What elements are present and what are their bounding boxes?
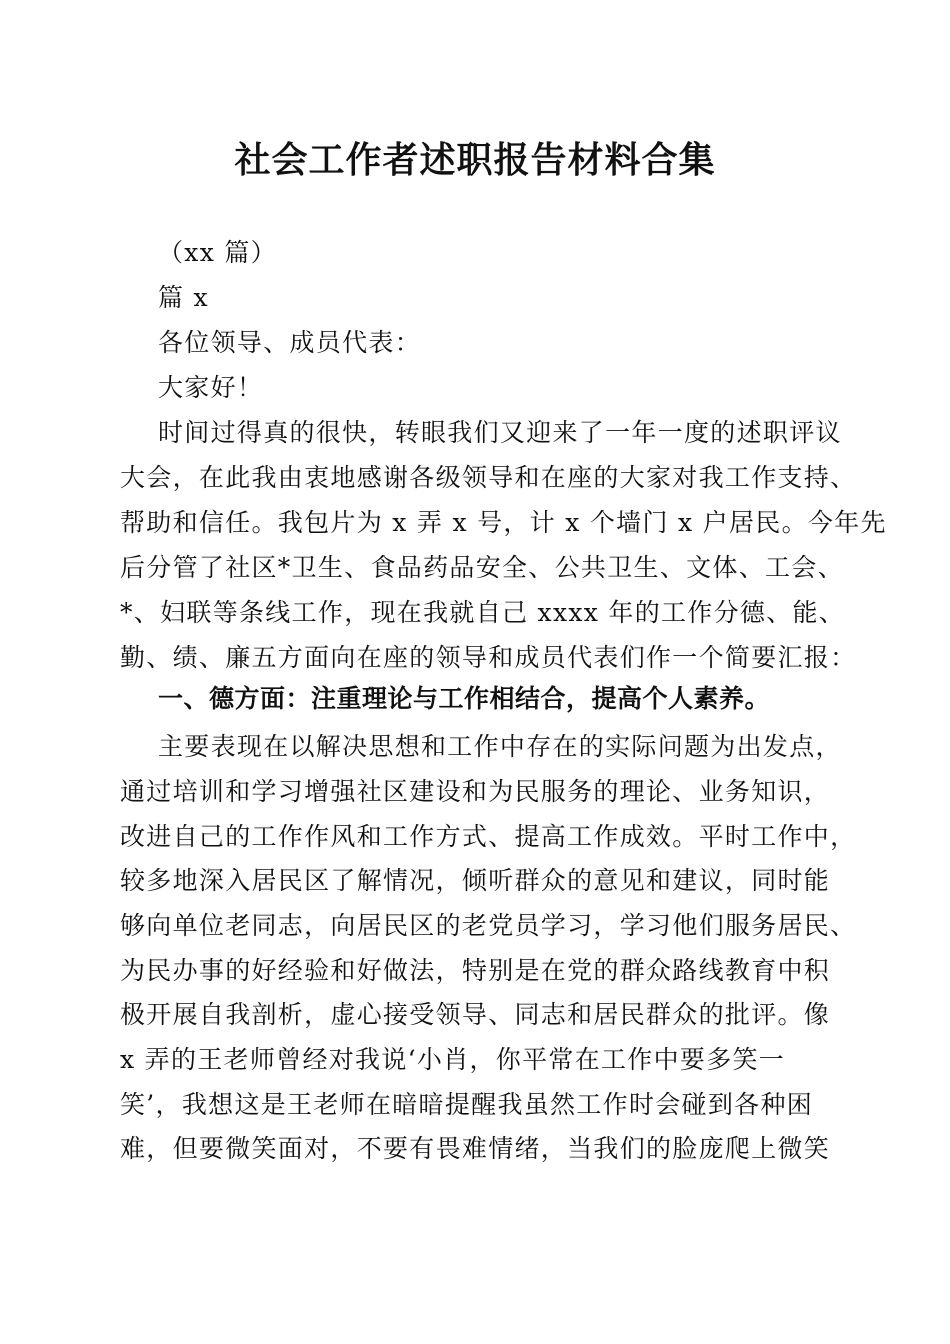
- paragraph-2-line: 通过培训和学习增强社区建设和为民服务的理论、业务知识，: [120, 777, 831, 806]
- document-title: 社会工作者述职报告材料合集: [234, 139, 716, 181]
- paragraph-1-line: 大会，在此我由衷地感谢各级领导和在座的大家对我工作支持、: [120, 463, 857, 492]
- paragraph-2-line: 难，但要微笑面对，不要有畏难情绪，当我们的脸庞爬上微笑: [120, 1134, 831, 1163]
- paragraph-1-line: *、妇联等条线工作，现在我就自己 xxxx 年的工作分德、能、: [120, 598, 846, 627]
- section-1-heading: 一、德方面：注重理论与工作相结合，提高个人素养。: [158, 684, 771, 713]
- paragraph-2-line: 够向单位老同志，向居民区的老党员学习，学习他们服务居民、: [120, 911, 857, 940]
- greeting: 大家好！: [158, 373, 264, 402]
- article-label: 篇 x: [158, 283, 209, 312]
- salutation: 各位领导、成员代表：: [158, 328, 422, 357]
- count-note: （xx 篇）: [158, 238, 277, 267]
- paragraph-1-line: 时间过得真的很快，转眼我们又迎来了一年一度的述职评议: [158, 418, 842, 447]
- paragraph-2-line: 为民办事的好经验和好做法，特别是在党的群众路线教育中积: [120, 956, 831, 985]
- paragraph-2-line: 主要表现在以解决思想和工作中存在的实际问题为出发点，: [158, 732, 842, 761]
- paragraph-1-line: 勤、绩、廉五方面向在座的领导和成员代表们作一个简要汇报：: [120, 643, 857, 672]
- paragraph-1-line: 后分管了社区*卫生、食品药品安全、公共卫生、文体、工会、: [120, 553, 844, 582]
- paragraph-2-line: 笑’，我想这是王老师在暗暗提醒我虽然工作时会碰到各种困: [120, 1090, 814, 1119]
- paragraph-2-line: 改进自己的工作作风和工作方式、提高工作成效。平时工作中，: [120, 822, 857, 851]
- paragraph-2-line: 较多地深入居民区了解情况，倾听群众的意见和建议，同时能: [120, 866, 831, 895]
- paragraph-2-line: 极开展自我剖析，虚心接受领导、同志和居民群众的批评。像: [120, 1000, 831, 1029]
- paragraph-2-line: x 弄的王老师曾经对我说‘小肖，你平常在工作中要多笑一: [120, 1045, 786, 1074]
- paragraph-1-line: 帮助和信任。我包片为 x 弄 x 号，计 x 个墙门 x 户居民。今年先: [120, 508, 887, 537]
